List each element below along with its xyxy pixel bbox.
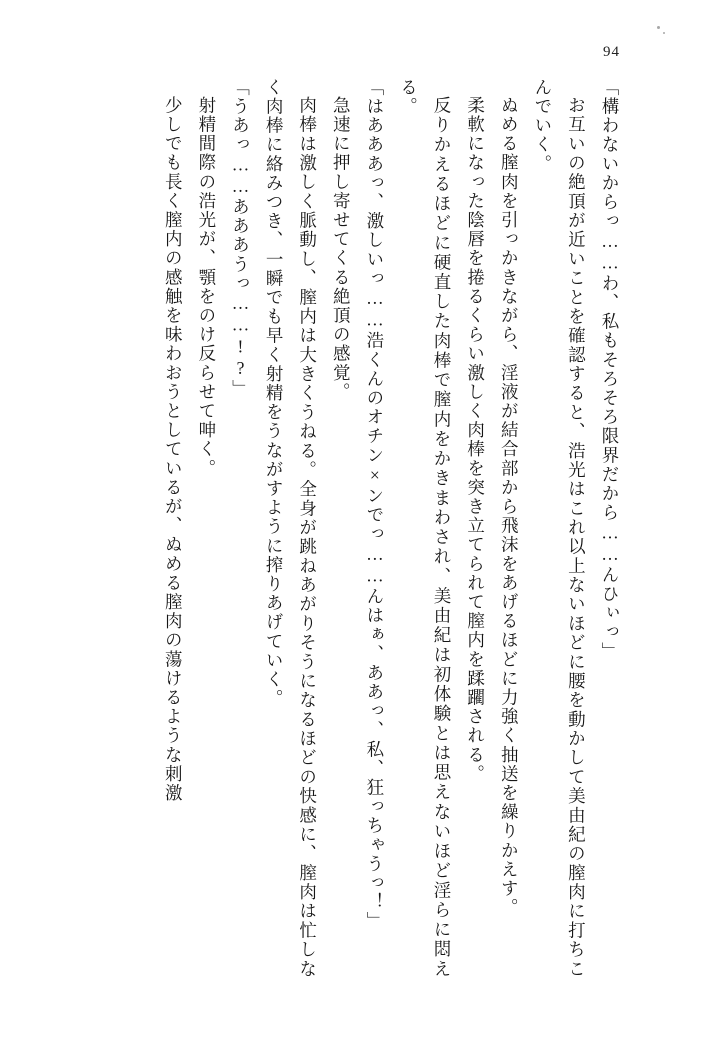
paragraph: 少しでも長く膣内の感触を味わおうとしているが、ぬめる膣肉の蕩けるような刺激 — [163, 95, 184, 803]
paragraph: 柔軟になった陰唇を捲るくらい激しく肉棒を突き立てられて膣内を蹂躙される。 — [465, 95, 486, 784]
page-body-text — [78, 78, 626, 978]
paragraph: お互いの絶頂が近いことを確認すると、浩光はこれ以上ないほどに腰を動かして美由紀の膣肉に打ちこんでいく。 — [532, 78, 587, 978]
paragraph: 肉棒は激しく脈動し、膣内は大きくうねる。全身が跳ねあがりそうになるほどの快感に、膣肉は忙しなく肉棒に絡みつき、一瞬でも早く射精をうながすように搾りあげていく。 — [264, 78, 318, 978]
paragraph: 射精間際の浩光が、顎をのけ反らせて呻く。 — [196, 95, 217, 478]
paragraph: 「はあああっ、激しいっ……浩くんのオチン×ンでっ……んはぁ、ああっ、私、狂っちゃうっ！」 — [364, 78, 385, 931]
paragraph: 急速に押し寄せてくる絶頂の感覚。 — [331, 95, 352, 402]
paragraph: 反りかえるほどに硬直した肉棒で膣内をかきまわされ、美由紀は初体験とは思えないほど淫らに悶える。 — [398, 78, 453, 978]
dust-speck-icon — [657, 26, 660, 29]
paragraph: ぬめる膣肉を引っかきながら、淫液が結合部から飛沫をあげるほどに力強く抽送を繰りかえす。 — [499, 95, 520, 917]
paragraph: 「構わないからっ……わ、私もそろそろ限界だから……んひぃっ」 — [600, 78, 620, 661]
dust-speck-icon — [663, 32, 665, 34]
page-number: 94 — [603, 44, 620, 60]
paragraph: 「うあっ……あああうっ……!?」 — [230, 78, 251, 399]
